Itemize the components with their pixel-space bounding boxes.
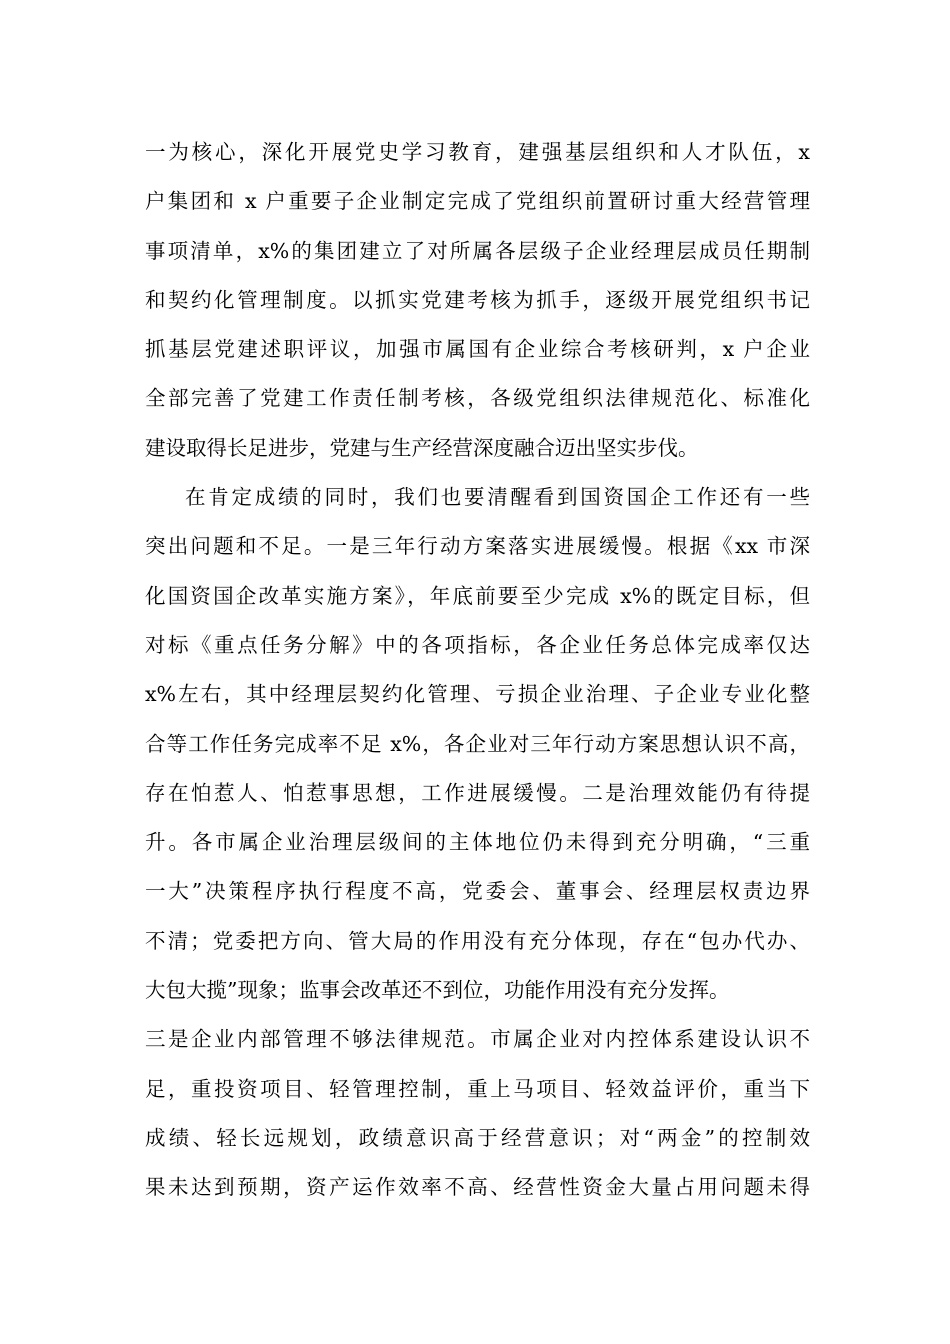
text-line: 一为核心，深化开展党史学习教育，建强基层组织和人才队伍，x [145, 140, 810, 164]
text-line: 三是企业内部管理不够法律规范。市属企业对内控体系建设认识不 [145, 1027, 810, 1052]
text-line: 和契约化管理制度。以抓实党建考核为抓手，逐级开展党组织书记 [145, 287, 810, 312]
text-line: 不清；党委把方向、管大局的作用没有充分体现，存在“包办代办、 [145, 928, 810, 953]
text-line: 在肯定成绩的同时，我们也要清醒看到国资国企工作还有一些 [185, 485, 810, 510]
text-line: 大包大揽”现象；监事会改革还不到位，功能作用没有充分发挥。 [145, 978, 730, 1003]
text-line: 合等工作任务完成率不足 x%，各企业对三年行动方案思想认识不高， [145, 731, 810, 756]
text-line: 成绩、轻长远规划，政绩意识高于经营意识；对“两金”的控制效 [145, 1125, 810, 1150]
text-line: 化国资国企改革实施方案》，年底前要至少完成 x%的既定目标，但 [145, 583, 810, 608]
text-line: 一大”决策程序执行程度不高，党委会、董事会、经理层权责边界 [145, 879, 810, 904]
text-line: 抓基层党建述职评议，加强市属国有企业综合考核研判，x 户企业 [145, 337, 810, 362]
body-text [145, 128, 810, 1213]
text-line: 户集团和 x 户重要子企业制定完成了党组织前置研讨重大经营管理 [145, 189, 810, 214]
text-line: 建设取得长足进步，党建与生产经营深度融合迈出坚实步伐。 [145, 435, 699, 460]
text-line: 存在怕惹人、怕惹事思想，工作进展缓慢。二是治理效能仍有待提 [145, 780, 810, 805]
text-line: 事项清单，x%的集团建立了对所属各层级子企业经理层成员任期制 [145, 238, 810, 263]
text-line: 果未达到预期，资产运作效率不高、经营性资金大量占用问题未得 [145, 1175, 810, 1200]
text-line: 突出问题和不足。一是三年行动方案落实进展缓慢。根据《xx 市深 [145, 534, 810, 559]
text-line: 升。各市属企业治理层级间的主体地位仍未得到充分明确，“三重 [145, 830, 810, 855]
text-line: x%左右，其中经理层契约化管理、亏损企业治理、子企业专业化整 [145, 682, 810, 707]
text-line: 全部完善了党建工作责任制考核，各级党组织法律规范化、标准化 [145, 386, 810, 411]
text-line: 对标《重点任务分解》中的各项指标，各企业任务总体完成率仅达 [145, 632, 810, 657]
text-line: 足，重投资项目、轻管理控制，重上马项目、轻效益评价，重当下 [145, 1076, 810, 1101]
